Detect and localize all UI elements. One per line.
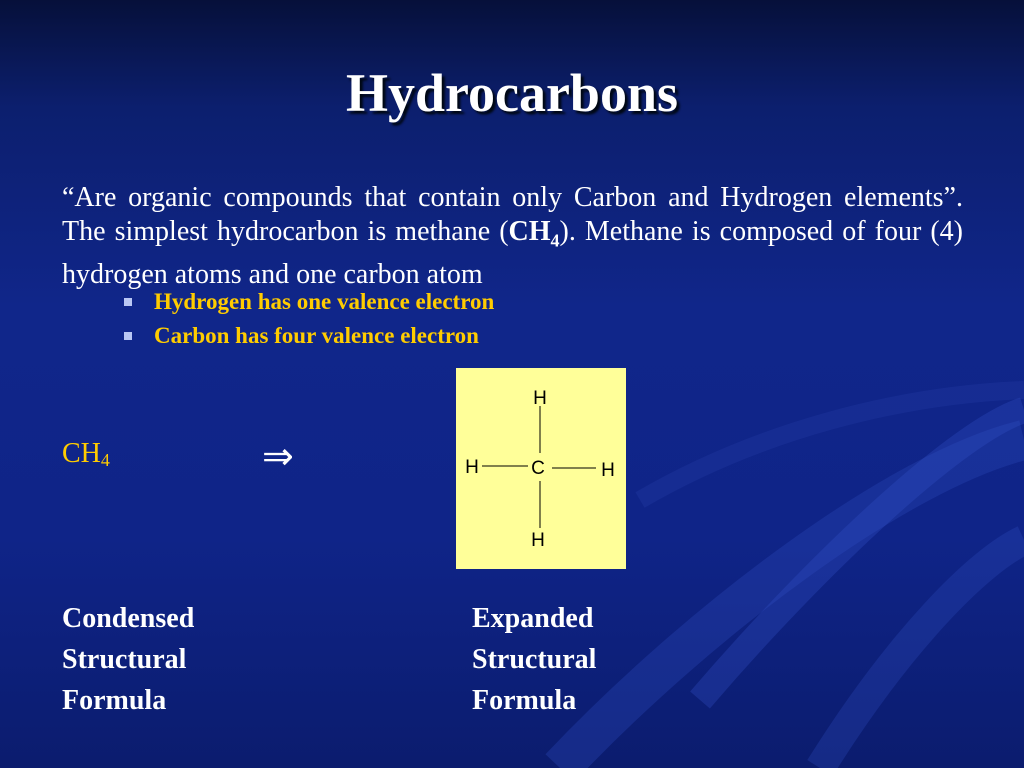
label-line: Structural bbox=[472, 644, 597, 675]
bullet-item bbox=[122, 321, 494, 355]
structural-formula-box bbox=[456, 368, 626, 569]
expanded-structural-formula-label bbox=[472, 598, 596, 721]
bullet-text: Hydrogen has one valence electron bbox=[154, 289, 495, 314]
definition-paragraph bbox=[62, 181, 963, 292]
methane-structure-diagram bbox=[456, 368, 626, 569]
atom-h-left: H bbox=[465, 457, 479, 478]
bullet-square-icon bbox=[124, 332, 132, 340]
bullet-square-icon bbox=[124, 298, 132, 306]
paragraph-text-1: “Are organic compounds that contain only Carbon and Hydrogen elements”. The simplest hydrocarbon is methane ( bbox=[62, 182, 963, 247]
condensed-formula-main: CH bbox=[62, 438, 101, 469]
label-line: Expanded bbox=[472, 603, 594, 634]
bullet-text: Carbon has four valence electron bbox=[154, 323, 479, 348]
condensed-formula bbox=[62, 438, 110, 471]
bullet-item bbox=[122, 287, 494, 321]
label-line: Condensed bbox=[62, 603, 195, 634]
label-line: Formula bbox=[472, 685, 577, 716]
label-line: Formula bbox=[62, 685, 167, 716]
label-line: Structural bbox=[62, 644, 187, 675]
paragraph-formula-main: CH bbox=[508, 216, 551, 247]
condensed-formula-sub: 4 bbox=[100, 450, 110, 470]
bullet-list bbox=[122, 287, 494, 355]
paragraph-text-2: ). Methane is composed of four (4) hydrogen atoms and one carbon atom bbox=[62, 216, 963, 290]
paragraph-formula bbox=[508, 216, 560, 251]
atom-c-center: C bbox=[531, 458, 545, 479]
condensed-structural-formula-label bbox=[62, 598, 194, 721]
slide-title: Hydrocarbons bbox=[345, 63, 679, 123]
paragraph-formula-sub: 4 bbox=[550, 230, 560, 251]
atom-h-top: H bbox=[533, 388, 547, 409]
atom-h-right: H bbox=[601, 460, 615, 481]
implies-arrow-icon: ⇒ bbox=[262, 434, 294, 478]
atom-h-bottom: H bbox=[531, 530, 545, 551]
